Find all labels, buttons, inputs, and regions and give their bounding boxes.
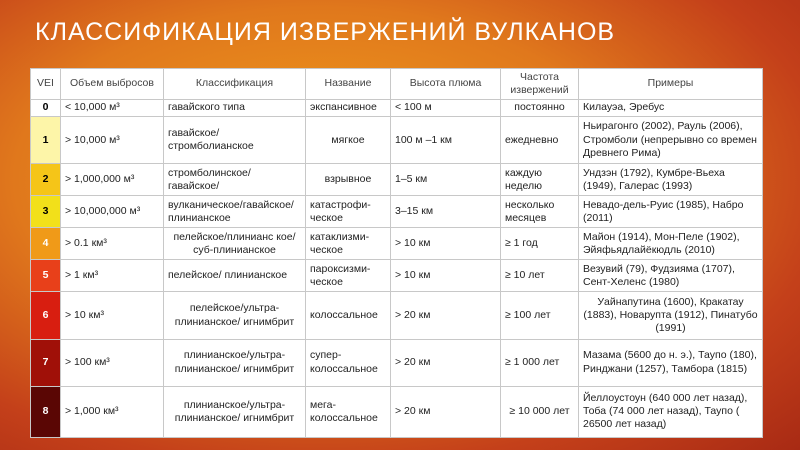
classification-cell: плинианское/ультра-плинианское/ игнимбрит bbox=[164, 386, 306, 437]
table-row bbox=[31, 228, 763, 260]
frequency-cell: ≥ 1 год bbox=[501, 228, 579, 260]
table-row bbox=[31, 196, 763, 228]
table-row bbox=[31, 164, 763, 196]
frequency-cell: несколько месяцев bbox=[501, 196, 579, 228]
plume-cell: 100 м –1 км bbox=[391, 117, 501, 164]
plume-cell: > 10 км bbox=[391, 260, 501, 292]
header-volume: Объем выбросов bbox=[61, 69, 164, 100]
volume-cell: < 10,000 м³ bbox=[61, 100, 164, 117]
frequency-cell: ≥ 100 лет bbox=[501, 292, 579, 339]
vei-cell: 8 bbox=[31, 386, 61, 437]
plume-cell: 1–5 км bbox=[391, 164, 501, 196]
name-cell: катаклизми-ческое bbox=[306, 228, 391, 260]
examples-cell: Майон (1914), Мон-Пеле (1902), Эйяфьядлайёкюдль (2010) bbox=[579, 228, 763, 260]
vei-cell: 5 bbox=[31, 260, 61, 292]
volume-cell: > 1 км³ bbox=[61, 260, 164, 292]
classification-cell: гавайского типа bbox=[164, 100, 306, 117]
volume-cell: > 10,000 м³ bbox=[61, 117, 164, 164]
examples-cell: Уайнапутина (1600), Кракатау (1883), Новарупта (1912), Пинатубо (1991) bbox=[579, 292, 763, 339]
frequency-cell: ≥ 1 000 лет bbox=[501, 339, 579, 386]
header-examples: Примеры bbox=[579, 69, 763, 100]
classification-cell: стромболинское/ гавайское/ bbox=[164, 164, 306, 196]
table-header-row bbox=[31, 69, 763, 100]
name-cell: катастрофи-ческое bbox=[306, 196, 391, 228]
volume-cell: > 100 км³ bbox=[61, 339, 164, 386]
examples-cell: Невадо-дель-Руис (1985), Набро (2011) bbox=[579, 196, 763, 228]
examples-cell: Мазама (5600 до н. э.), Таупо (180), Ринджани (1257), Тамбора (1815) bbox=[579, 339, 763, 386]
classification-cell: пелейское/ плинианское bbox=[164, 260, 306, 292]
name-cell: пароксизми-ческое bbox=[306, 260, 391, 292]
volume-cell: > 10,000,000 м³ bbox=[61, 196, 164, 228]
classification-cell: плинианское/ультра-плинианское/ игнимбрит bbox=[164, 339, 306, 386]
classification-cell: гавайское/ стромболианское bbox=[164, 117, 306, 164]
name-cell: супер-колоссальное bbox=[306, 339, 391, 386]
slide-title: КЛАССИФИКАЦИЯ ИЗВЕРЖЕНИЙ ВУЛКАНОВ bbox=[35, 18, 616, 46]
header-frequency: Частота извержений bbox=[501, 69, 579, 100]
frequency-cell: ежедневно bbox=[501, 117, 579, 164]
header-name: Название bbox=[306, 69, 391, 100]
plume-cell: 3–15 км bbox=[391, 196, 501, 228]
plume-cell: > 20 км bbox=[391, 339, 501, 386]
table-row bbox=[31, 339, 763, 386]
examples-cell: Йеллоустоун (640 000 лет назад), Тоба (74 000 лет назад), Таупо ( 26500 лет назад) bbox=[579, 386, 763, 437]
table-row bbox=[31, 117, 763, 164]
vei-cell: 0 bbox=[31, 100, 61, 117]
vei-cell: 3 bbox=[31, 196, 61, 228]
header-classification: Классификация bbox=[164, 69, 306, 100]
vei-cell: 7 bbox=[31, 339, 61, 386]
name-cell: взрывное bbox=[306, 164, 391, 196]
examples-cell: Ньирагонго (2002), Рауль (2006), Стромболи (непрерывно со времен Древнего Рима) bbox=[579, 117, 763, 164]
name-cell: мягкое bbox=[306, 117, 391, 164]
name-cell: колоссальное bbox=[306, 292, 391, 339]
examples-cell: Везувий (79), Фудзияма (1707), Сент-Хеленс (1980) bbox=[579, 260, 763, 292]
volume-cell: > 10 км³ bbox=[61, 292, 164, 339]
table-row bbox=[31, 292, 763, 339]
header-vei: VEI bbox=[31, 69, 61, 100]
header-plume: Высота плюма bbox=[391, 69, 501, 100]
vei-cell: 4 bbox=[31, 228, 61, 260]
plume-cell: > 20 км bbox=[391, 386, 501, 437]
vei-cell: 2 bbox=[31, 164, 61, 196]
examples-cell: Ундзэн (1792), Кумбре-Вьеха (1949), Галерас (1993) bbox=[579, 164, 763, 196]
plume-cell: > 10 км bbox=[391, 228, 501, 260]
volume-cell: > 1,000 км³ bbox=[61, 386, 164, 437]
classification-cell: вулканическое/гавайское/плинианское bbox=[164, 196, 306, 228]
frequency-cell: постоянно bbox=[501, 100, 579, 117]
classification-cell: пелейское/ультра-плинианское/ игнимбрит bbox=[164, 292, 306, 339]
table-row bbox=[31, 100, 763, 117]
plume-cell: > 20 км bbox=[391, 292, 501, 339]
plume-cell: < 100 м bbox=[391, 100, 501, 117]
classification-cell: пелейское/плинианс кое/суб-плинианское bbox=[164, 228, 306, 260]
table-row bbox=[31, 386, 763, 437]
frequency-cell: ≥ 10 000 лет bbox=[501, 386, 579, 437]
frequency-cell: ≥ 10 лет bbox=[501, 260, 579, 292]
vei-cell: 1 bbox=[31, 117, 61, 164]
volume-cell: > 1,000,000 м³ bbox=[61, 164, 164, 196]
table-row bbox=[31, 260, 763, 292]
name-cell: мега-колоссальное bbox=[306, 386, 391, 437]
examples-cell: Килауэа, Эребус bbox=[579, 100, 763, 117]
name-cell: экспансивное bbox=[306, 100, 391, 117]
frequency-cell: каждую неделю bbox=[501, 164, 579, 196]
volume-cell: > 0.1 км³ bbox=[61, 228, 164, 260]
vei-table bbox=[30, 68, 762, 438]
vei-cell: 6 bbox=[31, 292, 61, 339]
